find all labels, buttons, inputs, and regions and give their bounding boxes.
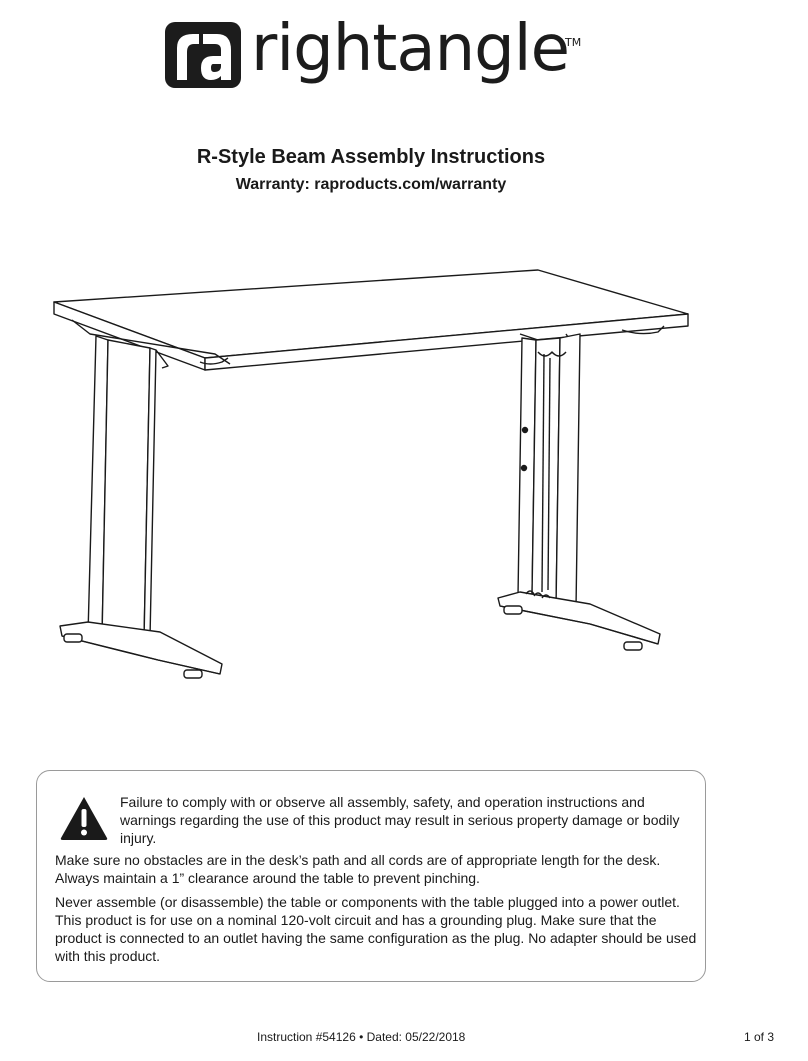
brand-logo: [165, 12, 569, 90]
logo-mark-glyph: [165, 22, 241, 88]
warning-paragraph-3: Never assemble (or disassemble) the table or components with the table plugged into a power outlet. This product is for use on a nominal 120-volt circuit and has a grounding plug. Make sure that the product is connected to an outlet having the same configuration as the plug. No adapter should be used with this product.: [55, 894, 697, 964]
page-title: R-Style Beam Assembly Instructions: [196, 146, 546, 168]
warning-paragraph-1: Failure to comply with or observe all assembly, safety, and operation instructions and warnings regarding the use of this product may result in serious property damage or bodily injury.: [120, 794, 680, 846]
brand-name: rightangle: [251, 12, 569, 86]
warning-box: [36, 770, 706, 982]
warning-triangle-icon: [59, 795, 109, 841]
warning-paragraph-2: Make sure no obstacles are in the desk’s path and all cords are of appropriate length for the desk. Always maintain a 1” clearance around the table to prevent pinching.: [55, 852, 661, 886]
page-number: 1 of 3: [743, 1030, 774, 1044]
warranty-link[interactable]: Warranty: raproducts.com/warranty: [235, 176, 507, 193]
instruction-footer: Instruction #54126 • Dated: 05/22/2018: [257, 1030, 466, 1044]
trademark-symbol: TM: [565, 36, 582, 49]
desk-illustration: [50, 262, 695, 692]
logo-mark: [165, 22, 241, 88]
